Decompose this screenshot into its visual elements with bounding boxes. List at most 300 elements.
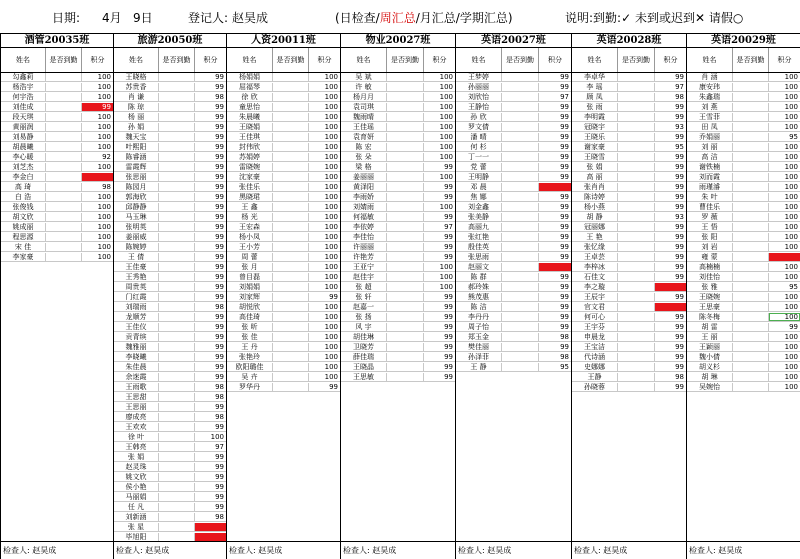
score-cell[interactable]: 99 (215, 273, 224, 281)
attendance-cell[interactable] (733, 313, 769, 321)
score-cell[interactable]: 99 (215, 113, 224, 121)
attendance-cell[interactable] (733, 233, 769, 241)
score-cell[interactable]: 99 (215, 123, 224, 131)
score-cell[interactable]: 100 (784, 303, 798, 311)
student-name[interactable]: 刘 丽 (687, 143, 733, 151)
score-cell[interactable]: 99 (560, 243, 569, 251)
date-month[interactable]: 4月 (102, 11, 122, 25)
attendance-cell[interactable] (387, 303, 424, 311)
student-name[interactable]: 孙丽丽 (456, 83, 502, 91)
attendance-cell[interactable] (733, 243, 769, 251)
student-name[interactable]: 王晓晶 (341, 363, 387, 371)
score-cell[interactable]: 99 (789, 323, 798, 331)
score-cell[interactable]: 92 (102, 153, 111, 161)
score-cell[interactable]: 98 (215, 303, 224, 311)
student-name[interactable]: 魏小倩 (687, 353, 733, 361)
attendance-cell[interactable] (273, 73, 309, 81)
score-cell[interactable]: 99 (675, 103, 684, 111)
student-name[interactable]: 孙泽菲 (456, 353, 502, 361)
attendance-cell[interactable] (618, 123, 655, 131)
student-name[interactable]: 胡 雷 (687, 323, 733, 331)
student-name[interactable]: 张 娟 (572, 163, 618, 171)
score-cell[interactable]: 99 (215, 363, 224, 371)
student-name[interactable]: 冠晓宇 (572, 123, 618, 131)
student-name[interactable]: 杨小燕 (572, 203, 618, 211)
student-name[interactable]: 陈 琼 (114, 103, 159, 111)
attendance-cell[interactable] (387, 163, 424, 171)
attendance-cell[interactable] (273, 273, 309, 281)
attendance-cell[interactable] (273, 263, 309, 271)
attendance-cell[interactable] (618, 243, 655, 251)
student-name[interactable]: 王佳豪 (114, 263, 159, 271)
student-name[interactable]: 刘婧雨 (341, 203, 387, 211)
attendance-cell[interactable] (273, 243, 309, 251)
score-cell[interactable]: 99 (560, 153, 569, 161)
attendance-cell[interactable] (733, 253, 769, 261)
attendance-cell[interactable] (387, 123, 424, 131)
student-name[interactable]: 王辰宇 (572, 293, 618, 301)
attendance-cell[interactable] (502, 293, 539, 301)
score-cell[interactable]: 99 (215, 473, 224, 481)
score-cell[interactable]: 98 (215, 393, 224, 401)
attendance-cell[interactable] (159, 123, 195, 131)
score-cell[interactable]: 100 (784, 173, 798, 181)
attendance-cell[interactable] (502, 153, 539, 161)
score-cell[interactable]: 99 (675, 243, 684, 251)
attendance-cell[interactable] (387, 323, 424, 331)
score-cell[interactable]: 99 (215, 313, 224, 321)
attendance-cell[interactable] (159, 513, 195, 521)
score-cell[interactable]: 100 (324, 133, 338, 141)
student-name[interactable]: 薛佳瑞 (341, 353, 387, 361)
attendance-cell[interactable] (733, 383, 769, 391)
student-name[interactable]: 焦 娜 (456, 193, 502, 201)
attendance-cell[interactable] (46, 243, 82, 251)
student-name[interactable]: 代诗涵 (572, 353, 618, 361)
attendance-cell[interactable] (502, 83, 539, 91)
score-cell[interactable]: 99 (444, 373, 453, 381)
score-cell[interactable]: 100 (97, 143, 111, 151)
student-name[interactable]: 刘瑞雨 (114, 303, 159, 311)
score-cell[interactable]: 99 (215, 323, 224, 331)
score-cell[interactable]: 100 (439, 73, 453, 81)
score-cell[interactable]: 100 (97, 223, 111, 231)
attendance-cell[interactable] (273, 223, 309, 231)
score-cell[interactable]: 99 (675, 153, 684, 161)
score-cell[interactable]: 97 (444, 223, 453, 231)
student-name[interactable]: 刘金鑫 (456, 203, 502, 211)
student-name[interactable]: 王静怡 (456, 103, 502, 111)
student-name[interactable]: 魏天宝 (114, 133, 159, 141)
student-name[interactable]: 段天琪 (1, 113, 46, 121)
score-cell[interactable] (769, 253, 800, 261)
attendance-cell[interactable] (159, 253, 195, 261)
student-name[interactable]: 赵嘉一 (341, 303, 387, 311)
score-cell[interactable]: 98 (560, 333, 569, 341)
attendance-cell[interactable] (159, 343, 195, 351)
score-cell[interactable]: 100 (439, 103, 453, 111)
attendance-cell[interactable] (273, 253, 309, 261)
score-cell[interactable]: 100 (97, 133, 111, 141)
score-cell[interactable]: 100 (769, 313, 800, 321)
attendance-cell[interactable] (159, 363, 195, 371)
score-cell[interactable]: 99 (329, 293, 338, 301)
score-cell[interactable]: 99 (215, 263, 224, 271)
attendance-cell[interactable] (733, 183, 769, 191)
student-name[interactable]: 刘易静 (1, 133, 46, 141)
score-cell[interactable]: 99 (560, 83, 569, 91)
attendance-cell[interactable] (159, 473, 195, 481)
score-cell[interactable]: 100 (97, 193, 111, 201)
score-cell[interactable]: 99 (215, 403, 224, 411)
attendance-cell[interactable] (618, 163, 655, 171)
attendance-cell[interactable] (733, 323, 769, 331)
attendance-cell[interactable] (618, 323, 655, 331)
score-cell[interactable]: 99 (560, 133, 569, 141)
student-name[interactable]: 张 星 (114, 523, 159, 531)
student-name[interactable]: 张 轩 (341, 293, 387, 301)
student-name[interactable]: 姚文欣 (114, 473, 159, 481)
score-cell[interactable]: 99 (560, 223, 569, 231)
student-name[interactable]: 童思怡 (227, 103, 273, 111)
attendance-cell[interactable] (502, 263, 539, 271)
score-cell[interactable]: 100 (324, 343, 338, 351)
attendance-cell[interactable] (159, 223, 195, 231)
attendance-cell[interactable] (618, 343, 655, 351)
score-cell[interactable]: 99 (675, 73, 684, 81)
student-name[interactable]: 魏雅丽 (114, 343, 159, 351)
attendance-cell[interactable] (159, 243, 195, 251)
attendance-cell[interactable] (502, 253, 539, 261)
student-name[interactable]: 李 瑶 (572, 83, 618, 91)
attendance-cell[interactable] (273, 343, 309, 351)
attendance-cell[interactable] (387, 183, 424, 191)
attendance-cell[interactable] (273, 93, 309, 101)
score-cell[interactable]: 98 (215, 383, 224, 391)
attendance-cell[interactable] (46, 193, 82, 201)
student-name[interactable]: 赵丽文 (456, 263, 502, 271)
score-cell[interactable]: 99 (444, 213, 453, 221)
score-cell[interactable]: 98 (215, 513, 224, 521)
student-name[interactable]: 党 蕾 (456, 163, 502, 171)
attendance-cell[interactable] (387, 143, 424, 151)
score-cell[interactable]: 99 (444, 303, 453, 311)
student-name[interactable]: 肖 涵 (687, 73, 733, 81)
student-name[interactable]: 屈福琴 (227, 83, 273, 91)
attendance-cell[interactable] (387, 223, 424, 231)
attendance-cell[interactable] (502, 283, 539, 291)
attendance-cell[interactable] (733, 203, 769, 211)
student-name[interactable]: 王亚宁 (341, 263, 387, 271)
score-cell[interactable]: 100 (97, 113, 111, 121)
student-name[interactable]: 王佳瑶 (341, 123, 387, 131)
score-cell[interactable]: 100 (784, 123, 798, 131)
score-cell[interactable]: 100 (784, 103, 798, 111)
attendance-cell[interactable] (387, 273, 424, 281)
score-cell[interactable]: 99 (675, 203, 684, 211)
attendance-cell[interactable] (159, 393, 195, 401)
attendance-cell[interactable] (46, 143, 82, 151)
score-cell[interactable]: 100 (784, 243, 798, 251)
attendance-cell[interactable] (502, 203, 539, 211)
student-name[interactable]: 欧阳璐佳 (227, 363, 273, 371)
attendance-cell[interactable] (273, 183, 309, 191)
score-cell[interactable]: 99 (444, 233, 453, 241)
score-cell[interactable]: 100 (97, 93, 111, 101)
student-name[interactable]: 胡文欣 (1, 213, 46, 221)
score-cell[interactable]: 99 (560, 233, 569, 241)
attendance-cell[interactable] (618, 233, 655, 241)
attendance-cell[interactable] (502, 173, 539, 181)
score-cell[interactable]: 99 (215, 373, 224, 381)
score-cell[interactable] (655, 283, 686, 291)
attendance-cell[interactable] (618, 293, 655, 301)
score-cell[interactable]: 99 (215, 133, 224, 141)
attendance-cell[interactable] (273, 303, 309, 311)
attendance-cell[interactable] (159, 493, 195, 501)
attendance-cell[interactable] (387, 353, 424, 361)
score-cell[interactable]: 100 (97, 163, 111, 171)
student-name[interactable]: 朱 叶 (687, 193, 733, 201)
student-name[interactable]: 吴 斌 (341, 73, 387, 81)
attendance-cell[interactable] (159, 203, 195, 211)
student-name[interactable]: 张美静 (456, 213, 502, 221)
attendance-cell[interactable] (273, 143, 309, 151)
attendance-cell[interactable] (273, 333, 309, 341)
score-cell[interactable]: 100 (784, 383, 798, 391)
student-name[interactable]: 邓 晨 (456, 183, 502, 191)
student-name[interactable]: 王韩亮 (114, 443, 159, 451)
score-cell[interactable]: 100 (324, 363, 338, 371)
attendance-cell[interactable] (159, 483, 195, 491)
score-cell[interactable]: 95 (675, 143, 684, 151)
score-cell[interactable]: 100 (210, 433, 224, 441)
score-cell[interactable]: 100 (324, 213, 338, 221)
student-name[interactable]: 黄丽润 (1, 123, 46, 131)
student-name[interactable]: 丁一一 (456, 153, 502, 161)
student-name[interactable]: 乔娟丽 (687, 133, 733, 141)
score-cell[interactable] (539, 263, 571, 271)
attendance-cell[interactable] (618, 73, 655, 81)
attendance-cell[interactable] (159, 283, 195, 291)
student-name[interactable]: 刘家辉 (227, 293, 273, 301)
attendance-cell[interactable] (618, 193, 655, 201)
student-name[interactable]: 周贵英 (114, 283, 159, 291)
score-cell[interactable]: 99 (215, 163, 224, 171)
student-name[interactable]: 王晓娟 (227, 123, 273, 131)
attendance-cell[interactable] (46, 123, 82, 131)
attendance-cell[interactable] (46, 253, 82, 261)
attendance-cell[interactable] (273, 233, 309, 241)
student-name[interactable]: 王晓格 (114, 73, 159, 81)
attendance-cell[interactable] (387, 133, 424, 141)
score-cell[interactable]: 95 (560, 363, 569, 371)
student-name[interactable]: 吴 卉 (227, 373, 273, 381)
student-name[interactable]: 黑晓珺 (227, 193, 273, 201)
student-name[interactable]: 胡晨曦 (1, 143, 46, 151)
student-name[interactable]: 张红艳 (456, 233, 502, 241)
score-cell[interactable]: 99 (215, 503, 224, 511)
student-name[interactable]: 李之璇 (572, 283, 618, 291)
student-name[interactable]: 宋 佳 (1, 243, 46, 251)
score-cell[interactable]: 100 (324, 103, 338, 111)
score-cell[interactable]: 100 (784, 213, 798, 221)
student-name[interactable]: 刘欣怡 (456, 93, 502, 101)
student-name[interactable]: 何 杉 (456, 143, 502, 151)
student-name[interactable]: 卫晓芳 (341, 343, 387, 351)
score-cell[interactable]: 100 (784, 343, 798, 351)
score-cell[interactable]: 98 (215, 93, 224, 101)
student-name[interactable]: 陈睿涵 (114, 153, 159, 161)
student-name[interactable]: 程思源 (1, 233, 46, 241)
score-cell[interactable]: 99 (215, 483, 224, 491)
attendance-cell[interactable] (618, 183, 655, 191)
attendance-cell[interactable] (733, 293, 769, 301)
student-name[interactable]: 张 月 (227, 263, 273, 271)
score-cell[interactable]: 99 (560, 203, 569, 211)
attendance-cell[interactable] (159, 443, 195, 451)
attendance-cell[interactable] (46, 133, 82, 141)
student-name[interactable]: 王 丹 (227, 343, 273, 351)
student-name[interactable]: 封伟欣 (227, 143, 273, 151)
score-cell[interactable]: 99 (215, 283, 224, 291)
score-cell[interactable]: 98 (215, 413, 224, 421)
score-cell[interactable]: 97 (675, 83, 684, 91)
student-name[interactable]: 龙顺芳 (114, 313, 159, 321)
score-cell[interactable]: 99 (215, 453, 224, 461)
student-name[interactable]: 陈 群 (456, 273, 502, 281)
student-name[interactable]: 许艳芳 (341, 253, 387, 261)
student-name[interactable]: 熊茂惠 (456, 293, 502, 301)
score-cell[interactable]: 99 (560, 173, 569, 181)
attendance-cell[interactable] (618, 313, 655, 321)
attendance-cell[interactable] (618, 133, 655, 141)
student-name[interactable]: 姜丽丽 (341, 173, 387, 181)
score-cell[interactable]: 98 (102, 183, 111, 191)
attendance-cell[interactable] (502, 143, 539, 151)
attendance-cell[interactable] (502, 323, 539, 331)
attendance-cell[interactable] (618, 173, 655, 181)
attendance-cell[interactable] (618, 273, 655, 281)
score-cell[interactable]: 100 (784, 203, 798, 211)
score-cell[interactable]: 99 (215, 333, 224, 341)
attendance-cell[interactable] (387, 203, 424, 211)
score-cell[interactable]: 100 (784, 223, 798, 231)
date-day[interactable]: 9日 (133, 11, 153, 25)
score-cell[interactable]: 99 (675, 263, 684, 271)
student-name[interactable]: 张 佳 (227, 333, 273, 341)
student-name[interactable]: 曾目磊 (227, 273, 273, 281)
attendance-cell[interactable] (273, 203, 309, 211)
student-name[interactable]: 张肖肖 (572, 183, 618, 191)
student-name[interactable]: 王思豪 (687, 303, 733, 311)
attendance-cell[interactable] (502, 113, 539, 121)
student-name[interactable]: 王佳仪 (114, 323, 159, 331)
score-cell[interactable]: 100 (784, 153, 798, 161)
score-cell[interactable]: 100 (784, 83, 798, 91)
score-cell[interactable]: 100 (324, 113, 338, 121)
student-name[interactable]: 白 浩 (1, 193, 46, 201)
attendance-cell[interactable] (159, 213, 195, 221)
score-cell[interactable]: 100 (97, 213, 111, 221)
student-name[interactable]: 曹佳乐 (687, 203, 733, 211)
score-cell[interactable]: 99 (444, 363, 453, 371)
attendance-cell[interactable] (387, 83, 424, 91)
attendance-cell[interactable] (618, 363, 655, 371)
score-cell[interactable]: 99 (329, 383, 338, 391)
score-cell[interactable]: 99 (215, 83, 224, 91)
score-cell[interactable]: 100 (784, 373, 798, 381)
attendance-cell[interactable] (502, 333, 539, 341)
student-name[interactable]: 官文君 (572, 303, 618, 311)
attendance-cell[interactable] (159, 143, 195, 151)
score-cell[interactable]: 100 (439, 133, 453, 141)
score-cell[interactable]: 99 (675, 273, 684, 281)
score-cell[interactable]: 99 (444, 293, 453, 301)
score-cell[interactable]: 93 (675, 123, 684, 131)
student-name[interactable]: 余迷霞 (114, 373, 159, 381)
student-name[interactable]: 贡青缤 (114, 333, 159, 341)
student-name[interactable]: 周子怡 (456, 323, 502, 331)
attendance-cell[interactable] (159, 413, 195, 421)
attendance-cell[interactable] (733, 213, 769, 221)
attendance-cell[interactable] (618, 213, 655, 221)
score-cell[interactable]: 100 (324, 93, 338, 101)
student-name[interactable]: 李依婷 (341, 223, 387, 231)
attendance-cell[interactable] (733, 343, 769, 351)
score-cell[interactable]: 100 (439, 173, 453, 181)
student-name[interactable]: 王宇芬 (572, 323, 618, 331)
score-cell[interactable]: 100 (784, 183, 798, 191)
attendance-cell[interactable] (46, 83, 82, 91)
student-name[interactable]: 刘佳怡 (687, 273, 733, 281)
score-cell[interactable]: 99 (675, 343, 684, 351)
attendance-cell[interactable] (502, 123, 539, 131)
attendance-cell[interactable] (159, 323, 195, 331)
attendance-cell[interactable] (46, 183, 82, 191)
attendance-cell[interactable] (733, 193, 769, 201)
student-name[interactable]: 沈家豪 (227, 173, 273, 181)
student-name[interactable]: 姜丽威 (114, 233, 159, 241)
score-cell[interactable]: 99 (444, 313, 453, 321)
attendance-cell[interactable] (733, 273, 769, 281)
attendance-cell[interactable] (733, 113, 769, 121)
student-name[interactable]: 苏娟婷 (227, 153, 273, 161)
score-cell[interactable]: 100 (439, 93, 453, 101)
student-name[interactable]: 高 琦 (1, 183, 46, 191)
student-name[interactable]: 谢铁楠 (687, 163, 733, 171)
student-name[interactable]: 肖 谦 (114, 93, 159, 101)
attendance-cell[interactable] (618, 143, 655, 151)
attendance-cell[interactable] (159, 113, 195, 121)
score-cell[interactable]: 99 (560, 293, 569, 301)
attendance-cell[interactable] (46, 223, 82, 231)
student-name[interactable]: 陈 宏 (341, 143, 387, 151)
attendance-cell[interactable] (159, 173, 195, 181)
attendance-cell[interactable] (159, 233, 195, 241)
student-name[interactable]: 石佳文 (572, 273, 618, 281)
attendance-cell[interactable] (618, 153, 655, 161)
student-name[interactable]: 魏雨晴 (341, 113, 387, 121)
student-name[interactable]: 殷佳英 (456, 243, 502, 251)
student-name[interactable]: 李梓冰 (572, 263, 618, 271)
attendance-cell[interactable] (618, 253, 655, 261)
score-cell[interactable]: 99 (675, 133, 684, 141)
attendance-cell[interactable] (387, 213, 424, 221)
attendance-cell[interactable] (733, 123, 769, 131)
score-cell[interactable]: 99 (675, 353, 684, 361)
student-name[interactable]: 王思甜 (114, 393, 159, 401)
